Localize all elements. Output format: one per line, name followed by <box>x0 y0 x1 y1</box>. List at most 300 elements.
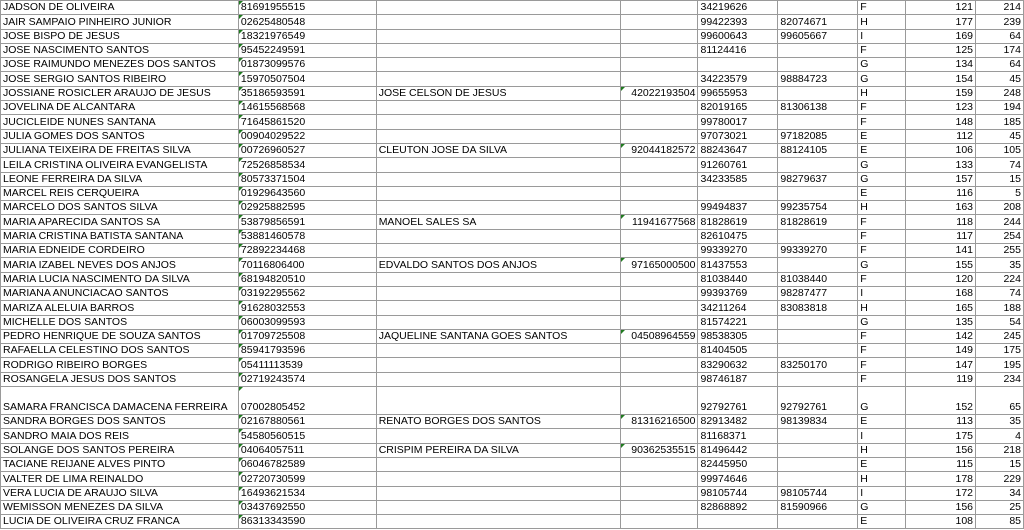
responsavel-cpf-cell[interactable] <box>620 315 698 329</box>
code-cell[interactable]: 177 <box>906 15 976 29</box>
responsavel-cell[interactable] <box>376 372 620 386</box>
code-cell[interactable]: 116 <box>906 186 976 200</box>
grade-cell[interactable]: I <box>858 286 906 300</box>
cpf-cell[interactable]: 95452249591 <box>238 43 376 57</box>
value-cell[interactable]: 208 <box>976 201 1024 215</box>
code-cell[interactable]: 155 <box>906 258 976 272</box>
responsavel-cell[interactable] <box>376 344 620 358</box>
name-cell[interactable]: SANDRA BORGES DOS SANTOS <box>1 415 239 429</box>
value-cell[interactable]: 4 <box>976 429 1024 443</box>
phone1-cell[interactable]: 34211264 <box>698 301 778 315</box>
grade-cell[interactable]: G <box>858 72 906 86</box>
phone2-cell[interactable]: 83250170 <box>778 358 858 372</box>
value-cell[interactable]: 45 <box>976 72 1024 86</box>
phone1-cell[interactable]: 99974646 <box>698 472 778 486</box>
responsavel-cell[interactable] <box>376 500 620 514</box>
value-cell[interactable]: 255 <box>976 244 1024 258</box>
cpf-cell[interactable]: 68194820510 <box>238 272 376 286</box>
name-cell[interactable]: JADSON DE OLIVEIRA <box>1 1 239 15</box>
responsavel-cpf-cell[interactable]: 90362535515 <box>620 443 698 457</box>
phone1-cell[interactable]: 88243647 <box>698 143 778 157</box>
value-cell[interactable]: 245 <box>976 329 1024 343</box>
responsavel-cpf-cell[interactable] <box>620 15 698 29</box>
responsavel-cell[interactable] <box>376 158 620 172</box>
responsavel-cpf-cell[interactable] <box>620 72 698 86</box>
value-cell[interactable]: 54 <box>976 315 1024 329</box>
phone1-cell[interactable]: 99393769 <box>698 286 778 300</box>
responsavel-cell[interactable] <box>376 486 620 500</box>
grade-cell[interactable]: F <box>858 1 906 15</box>
phone1-cell[interactable]: 81437553 <box>698 258 778 272</box>
phone1-cell[interactable]: 97073021 <box>698 129 778 143</box>
name-cell[interactable]: VALTER DE LIMA REINALDO <box>1 472 239 486</box>
value-cell[interactable]: 254 <box>976 229 1024 243</box>
phone1-cell[interactable]: 82019165 <box>698 101 778 115</box>
cpf-cell[interactable]: 00904029522 <box>238 129 376 143</box>
value-cell[interactable]: 174 <box>976 43 1024 57</box>
responsavel-cell[interactable] <box>376 229 620 243</box>
responsavel-cell[interactable] <box>376 315 620 329</box>
code-cell[interactable]: 135 <box>906 315 976 329</box>
name-cell[interactable]: JAIR SAMPAIO PINHEIRO JUNIOR <box>1 15 239 29</box>
code-cell[interactable]: 123 <box>906 101 976 115</box>
grade-cell[interactable]: E <box>858 415 906 429</box>
code-cell[interactable]: 115 <box>906 457 976 471</box>
phone2-cell[interactable] <box>778 158 858 172</box>
grade-cell[interactable]: F <box>858 101 906 115</box>
responsavel-cpf-cell[interactable] <box>620 29 698 43</box>
responsavel-cpf-cell[interactable] <box>620 387 698 415</box>
code-cell[interactable]: 113 <box>906 415 976 429</box>
phone2-cell[interactable]: 98884723 <box>778 72 858 86</box>
cpf-cell[interactable]: 16493621534 <box>238 486 376 500</box>
grade-cell[interactable]: F <box>858 43 906 57</box>
value-cell[interactable]: 35 <box>976 415 1024 429</box>
cpf-cell[interactable]: 18321976549 <box>238 29 376 43</box>
responsavel-cpf-cell[interactable] <box>620 201 698 215</box>
code-cell[interactable]: 175 <box>906 429 976 443</box>
name-cell[interactable]: MARCEL REIS CERQUEIRA <box>1 186 239 200</box>
code-cell[interactable]: 178 <box>906 472 976 486</box>
grade-cell[interactable]: F <box>858 358 906 372</box>
phone2-cell[interactable] <box>778 457 858 471</box>
cpf-cell[interactable]: 80573371504 <box>238 172 376 186</box>
value-cell[interactable]: 218 <box>976 443 1024 457</box>
responsavel-cell[interactable] <box>376 515 620 529</box>
responsavel-cell[interactable] <box>376 429 620 443</box>
cpf-cell[interactable]: 06046782589 <box>238 457 376 471</box>
responsavel-cell[interactable]: CRISPIM PEREIRA DA SILVA <box>376 443 620 457</box>
responsavel-cpf-cell[interactable] <box>620 429 698 443</box>
cpf-cell[interactable]: 02925882595 <box>238 201 376 215</box>
phone2-cell[interactable] <box>778 443 858 457</box>
phone1-cell[interactable]: 99780017 <box>698 115 778 129</box>
responsavel-cell[interactable] <box>376 201 620 215</box>
name-cell[interactable]: SANDRO MAIA DOS REIS <box>1 429 239 443</box>
value-cell[interactable]: 64 <box>976 29 1024 43</box>
value-cell[interactable]: 15 <box>976 172 1024 186</box>
grade-cell[interactable]: F <box>858 372 906 386</box>
value-cell[interactable]: 234 <box>976 372 1024 386</box>
name-cell[interactable]: JOSE SERGIO SANTOS RIBEIRO <box>1 72 239 86</box>
code-cell[interactable]: 106 <box>906 143 976 157</box>
value-cell[interactable]: 34 <box>976 486 1024 500</box>
phone1-cell[interactable]: 98105744 <box>698 486 778 500</box>
responsavel-cpf-cell[interactable] <box>620 500 698 514</box>
phone1-cell[interactable]: 83290632 <box>698 358 778 372</box>
cpf-cell[interactable]: 02167880561 <box>238 415 376 429</box>
phone1-cell[interactable]: 98746187 <box>698 372 778 386</box>
phone2-cell[interactable] <box>778 43 858 57</box>
responsavel-cpf-cell[interactable] <box>620 457 698 471</box>
grade-cell[interactable]: G <box>858 58 906 72</box>
grade-cell[interactable]: H <box>858 15 906 29</box>
phone2-cell[interactable] <box>778 315 858 329</box>
name-cell[interactable]: JOSE RAIMUNDO MENEZES DOS SANTOS <box>1 58 239 72</box>
responsavel-cpf-cell[interactable] <box>620 486 698 500</box>
grade-cell[interactable]: G <box>858 158 906 172</box>
name-cell[interactable]: SAMARA FRANCISCA DAMACENA FERREIRA <box>1 387 239 415</box>
phone1-cell[interactable]: 98538305 <box>698 329 778 343</box>
phone2-cell[interactable]: 98105744 <box>778 486 858 500</box>
name-cell[interactable]: LUCIA DE OLIVEIRA CRUZ FRANCA <box>1 515 239 529</box>
grade-cell[interactable]: F <box>858 272 906 286</box>
phone2-cell[interactable] <box>778 58 858 72</box>
phone1-cell[interactable]: 81828619 <box>698 215 778 229</box>
phone2-cell[interactable] <box>778 229 858 243</box>
responsavel-cell[interactable] <box>376 15 620 29</box>
code-cell[interactable]: 112 <box>906 129 976 143</box>
value-cell[interactable]: 25 <box>976 500 1024 514</box>
responsavel-cpf-cell[interactable] <box>620 1 698 15</box>
responsavel-cell[interactable] <box>376 457 620 471</box>
responsavel-cpf-cell[interactable] <box>620 186 698 200</box>
grade-cell[interactable]: F <box>858 215 906 229</box>
code-cell[interactable]: 121 <box>906 1 976 15</box>
grade-cell[interactable]: H <box>858 472 906 486</box>
phone2-cell[interactable]: 82074671 <box>778 15 858 29</box>
phone1-cell[interactable]: 82610475 <box>698 229 778 243</box>
phone2-cell[interactable] <box>778 429 858 443</box>
phone1-cell[interactable]: 34233585 <box>698 172 778 186</box>
responsavel-cpf-cell[interactable] <box>620 515 698 529</box>
cpf-cell[interactable]: 07002805452 <box>238 387 376 415</box>
code-cell[interactable]: 163 <box>906 201 976 215</box>
grade-cell[interactable]: H <box>858 201 906 215</box>
name-cell[interactable]: LEONE FERREIRA DA SILVA <box>1 172 239 186</box>
code-cell[interactable]: 149 <box>906 344 976 358</box>
name-cell[interactable]: JULIA GOMES DOS SANTOS <box>1 129 239 143</box>
phone2-cell[interactable] <box>778 515 858 529</box>
phone2-cell[interactable] <box>778 472 858 486</box>
responsavel-cpf-cell[interactable]: 81316216500 <box>620 415 698 429</box>
name-cell[interactable]: JOSE NASCIMENTO SANTOS <box>1 43 239 57</box>
responsavel-cpf-cell[interactable] <box>620 244 698 258</box>
grade-cell[interactable]: F <box>858 329 906 343</box>
responsavel-cpf-cell[interactable]: 04508964559 <box>620 329 698 343</box>
name-cell[interactable]: MARIA APARECIDA SANTOS SA <box>1 215 239 229</box>
code-cell[interactable]: 119 <box>906 372 976 386</box>
value-cell[interactable]: 244 <box>976 215 1024 229</box>
responsavel-cpf-cell[interactable] <box>620 472 698 486</box>
code-cell[interactable]: 108 <box>906 515 976 529</box>
phone2-cell[interactable] <box>778 186 858 200</box>
name-cell[interactable]: ROSANGELA JESUS DOS SANTOS <box>1 372 239 386</box>
name-cell[interactable]: JOSE BISPO DE JESUS <box>1 29 239 43</box>
responsavel-cell[interactable] <box>376 72 620 86</box>
cpf-cell[interactable]: 06003099593 <box>238 315 376 329</box>
phone2-cell[interactable]: 98287477 <box>778 286 858 300</box>
name-cell[interactable]: JOVELINA DE ALCANTARA <box>1 101 239 115</box>
responsavel-cell[interactable] <box>376 115 620 129</box>
responsavel-cpf-cell[interactable] <box>620 43 698 57</box>
code-cell[interactable]: 125 <box>906 43 976 57</box>
name-cell[interactable]: JUCICLEIDE NUNES SANTANA <box>1 115 239 129</box>
cpf-cell[interactable]: 35186593591 <box>238 86 376 100</box>
responsavel-cell[interactable] <box>376 29 620 43</box>
code-cell[interactable]: 156 <box>906 443 976 457</box>
responsavel-cell[interactable]: JOSE CELSON DE JESUS <box>376 86 620 100</box>
grade-cell[interactable]: I <box>858 429 906 443</box>
code-cell[interactable]: 165 <box>906 301 976 315</box>
name-cell[interactable]: VERA LUCIA DE ARAUJO SILVA <box>1 486 239 500</box>
phone2-cell[interactable] <box>778 115 858 129</box>
cpf-cell[interactable]: 81691955515 <box>238 1 376 15</box>
value-cell[interactable]: 45 <box>976 129 1024 143</box>
value-cell[interactable]: 35 <box>976 258 1024 272</box>
name-cell[interactable]: LEILA CRISTINA OLIVEIRA EVANGELISTA <box>1 158 239 172</box>
code-cell[interactable]: 159 <box>906 86 976 100</box>
code-cell[interactable]: 120 <box>906 272 976 286</box>
responsavel-cell[interactable] <box>376 129 620 143</box>
grade-cell[interactable]: E <box>858 457 906 471</box>
name-cell[interactable]: JOSSIANE ROSICLER ARAUJO DE JESUS <box>1 86 239 100</box>
responsavel-cpf-cell[interactable] <box>620 101 698 115</box>
grade-cell[interactable]: F <box>858 344 906 358</box>
cpf-cell[interactable]: 71645861520 <box>238 115 376 129</box>
responsavel-cpf-cell[interactable] <box>620 344 698 358</box>
phone2-cell[interactable]: 98279637 <box>778 172 858 186</box>
value-cell[interactable]: 64 <box>976 58 1024 72</box>
value-cell[interactable]: 185 <box>976 115 1024 129</box>
code-cell[interactable]: 142 <box>906 329 976 343</box>
cpf-cell[interactable]: 01709725508 <box>238 329 376 343</box>
grade-cell[interactable]: F <box>858 115 906 129</box>
responsavel-cpf-cell[interactable]: 97165000500 <box>620 258 698 272</box>
responsavel-cell[interactable]: CLEUTON JOSE DA SILVA <box>376 143 620 157</box>
phone2-cell[interactable]: 81306138 <box>778 101 858 115</box>
code-cell[interactable]: 152 <box>906 387 976 415</box>
phone1-cell[interactable]: 81038440 <box>698 272 778 286</box>
code-cell[interactable]: 154 <box>906 72 976 86</box>
grade-cell[interactable]: G <box>858 172 906 186</box>
value-cell[interactable]: 214 <box>976 1 1024 15</box>
code-cell[interactable]: 148 <box>906 115 976 129</box>
cpf-cell[interactable]: 14615568568 <box>238 101 376 115</box>
cpf-cell[interactable]: 70116806400 <box>238 258 376 272</box>
name-cell[interactable]: MARIANA ANUNCIACAO SANTOS <box>1 286 239 300</box>
responsavel-cell[interactable] <box>376 472 620 486</box>
phone1-cell[interactable]: 92792761 <box>698 387 778 415</box>
cpf-cell[interactable]: 02720730599 <box>238 472 376 486</box>
phone1-cell[interactable]: 81168371 <box>698 429 778 443</box>
value-cell[interactable]: 188 <box>976 301 1024 315</box>
code-cell[interactable]: 168 <box>906 286 976 300</box>
responsavel-cell[interactable] <box>376 358 620 372</box>
value-cell[interactable]: 85 <box>976 515 1024 529</box>
value-cell[interactable]: 74 <box>976 158 1024 172</box>
name-cell[interactable]: MARCELO DOS SANTOS SILVA <box>1 201 239 215</box>
phone1-cell[interactable]: 81574221 <box>698 315 778 329</box>
phone2-cell[interactable]: 81828619 <box>778 215 858 229</box>
responsavel-cpf-cell[interactable] <box>620 301 698 315</box>
phone2-cell[interactable] <box>778 86 858 100</box>
responsavel-cpf-cell[interactable] <box>620 229 698 243</box>
cpf-cell[interactable]: 86313343590 <box>238 515 376 529</box>
grade-cell[interactable]: E <box>858 186 906 200</box>
phone1-cell[interactable]: 34219626 <box>698 1 778 15</box>
cpf-cell[interactable]: 05411113539 <box>238 358 376 372</box>
phone2-cell[interactable]: 97182085 <box>778 129 858 143</box>
value-cell[interactable]: 74 <box>976 286 1024 300</box>
name-cell[interactable]: PEDRO HENRIQUE DE SOUZA SANTOS <box>1 329 239 343</box>
phone2-cell[interactable] <box>778 344 858 358</box>
phone2-cell[interactable]: 98139834 <box>778 415 858 429</box>
phone1-cell[interactable]: 82445950 <box>698 457 778 471</box>
name-cell[interactable]: WEMISSON MENEZES DA SILVA <box>1 500 239 514</box>
value-cell[interactable]: 239 <box>976 15 1024 29</box>
code-cell[interactable]: 118 <box>906 215 976 229</box>
cpf-cell[interactable]: 04064057511 <box>238 443 376 457</box>
phone2-cell[interactable]: 88124105 <box>778 143 858 157</box>
responsavel-cpf-cell[interactable] <box>620 115 698 129</box>
responsavel-cpf-cell[interactable]: 11941677568 <box>620 215 698 229</box>
responsavel-cpf-cell[interactable] <box>620 272 698 286</box>
value-cell[interactable]: 224 <box>976 272 1024 286</box>
name-cell[interactable]: MARIZA ALELUIA BARROS <box>1 301 239 315</box>
phone2-cell[interactable]: 99605667 <box>778 29 858 43</box>
name-cell[interactable]: JULIANA TEIXEIRA DE FREITAS SILVA <box>1 143 239 157</box>
grade-cell[interactable]: G <box>858 500 906 514</box>
value-cell[interactable]: 194 <box>976 101 1024 115</box>
grade-cell[interactable]: E <box>858 143 906 157</box>
phone2-cell[interactable]: 81590966 <box>778 500 858 514</box>
responsavel-cell[interactable] <box>376 101 620 115</box>
code-cell[interactable]: 156 <box>906 500 976 514</box>
name-cell[interactable]: SOLANGE DOS SANTOS PEREIRA <box>1 443 239 457</box>
grade-cell[interactable]: H <box>858 301 906 315</box>
value-cell[interactable]: 65 <box>976 387 1024 415</box>
grade-cell[interactable]: G <box>858 315 906 329</box>
responsavel-cell[interactable] <box>376 43 620 57</box>
phone1-cell[interactable]: 91260761 <box>698 158 778 172</box>
code-cell[interactable]: 141 <box>906 244 976 258</box>
phone2-cell[interactable]: 81038440 <box>778 272 858 286</box>
grade-cell[interactable]: H <box>858 443 906 457</box>
grade-cell[interactable]: E <box>858 515 906 529</box>
cpf-cell[interactable]: 01873099576 <box>238 58 376 72</box>
responsavel-cell[interactable]: RENATO BORGES DOS SANTOS <box>376 415 620 429</box>
cpf-cell[interactable]: 01929643560 <box>238 186 376 200</box>
responsavel-cell[interactable] <box>376 387 620 415</box>
phone1-cell[interactable]: 99339270 <box>698 244 778 258</box>
value-cell[interactable]: 15 <box>976 457 1024 471</box>
cpf-cell[interactable]: 00726960527 <box>238 143 376 157</box>
responsavel-cpf-cell[interactable] <box>620 158 698 172</box>
name-cell[interactable]: MARIA EDNEIDE CORDEIRO <box>1 244 239 258</box>
cpf-cell[interactable]: 02719243574 <box>238 372 376 386</box>
name-cell[interactable]: MARIA IZABEL NEVES DOS ANJOS <box>1 258 239 272</box>
phone2-cell[interactable]: 99339270 <box>778 244 858 258</box>
name-cell[interactable]: RAFAELLA CELESTINO DOS SANTOS <box>1 344 239 358</box>
phone1-cell[interactable]: 82868892 <box>698 500 778 514</box>
responsavel-cell[interactable] <box>376 272 620 286</box>
phone1-cell[interactable]: 99655953 <box>698 86 778 100</box>
phone2-cell[interactable] <box>778 258 858 272</box>
responsavel-cpf-cell[interactable] <box>620 286 698 300</box>
code-cell[interactable]: 157 <box>906 172 976 186</box>
cpf-cell[interactable]: 02625480548 <box>238 15 376 29</box>
code-cell[interactable]: 133 <box>906 158 976 172</box>
name-cell[interactable]: RODRIGO RIBEIRO BORGES <box>1 358 239 372</box>
responsavel-cell[interactable] <box>376 186 620 200</box>
cpf-cell[interactable]: 53879856591 <box>238 215 376 229</box>
name-cell[interactable]: TACIANE REIJANE ALVES PINTO <box>1 457 239 471</box>
phone2-cell[interactable] <box>778 372 858 386</box>
value-cell[interactable]: 248 <box>976 86 1024 100</box>
phone1-cell[interactable]: 81496442 <box>698 443 778 457</box>
grade-cell[interactable]: I <box>858 29 906 43</box>
grade-cell[interactable]: F <box>858 244 906 258</box>
cpf-cell[interactable]: 53881460578 <box>238 229 376 243</box>
phone2-cell[interactable]: 83083818 <box>778 301 858 315</box>
phone1-cell[interactable]: 34223579 <box>698 72 778 86</box>
responsavel-cell[interactable] <box>376 244 620 258</box>
responsavel-cell[interactable] <box>376 58 620 72</box>
name-cell[interactable]: MARIA LUCIA NASCIMENTO DA SILVA <box>1 272 239 286</box>
responsavel-cell[interactable] <box>376 1 620 15</box>
phone2-cell[interactable] <box>778 1 858 15</box>
phone2-cell[interactable] <box>778 329 858 343</box>
grade-cell[interactable]: G <box>858 258 906 272</box>
code-cell[interactable]: 117 <box>906 229 976 243</box>
responsavel-cell[interactable]: EDVALDO SANTOS DOS ANJOS <box>376 258 620 272</box>
responsavel-cell[interactable]: MANOEL SALES SA <box>376 215 620 229</box>
phone1-cell[interactable] <box>698 186 778 200</box>
grade-cell[interactable]: F <box>858 229 906 243</box>
responsavel-cpf-cell[interactable] <box>620 358 698 372</box>
code-cell[interactable]: 169 <box>906 29 976 43</box>
value-cell[interactable]: 229 <box>976 472 1024 486</box>
responsavel-cpf-cell[interactable] <box>620 129 698 143</box>
code-cell[interactable]: 147 <box>906 358 976 372</box>
phone1-cell[interactable]: 82913482 <box>698 415 778 429</box>
cpf-cell[interactable]: 72892234468 <box>238 244 376 258</box>
responsavel-cell[interactable] <box>376 301 620 315</box>
name-cell[interactable]: MICHELLE DOS SANTOS <box>1 315 239 329</box>
responsavel-cpf-cell[interactable]: 42022193504 <box>620 86 698 100</box>
code-cell[interactable]: 172 <box>906 486 976 500</box>
phone1-cell[interactable]: 81404505 <box>698 344 778 358</box>
phone1-cell[interactable] <box>698 58 778 72</box>
code-cell[interactable]: 134 <box>906 58 976 72</box>
value-cell[interactable]: 175 <box>976 344 1024 358</box>
cpf-cell[interactable]: 03437692550 <box>238 500 376 514</box>
grade-cell[interactable]: G <box>858 387 906 415</box>
responsavel-cell[interactable] <box>376 286 620 300</box>
cpf-cell[interactable]: 72526858534 <box>238 158 376 172</box>
cpf-cell[interactable]: 15970507504 <box>238 72 376 86</box>
